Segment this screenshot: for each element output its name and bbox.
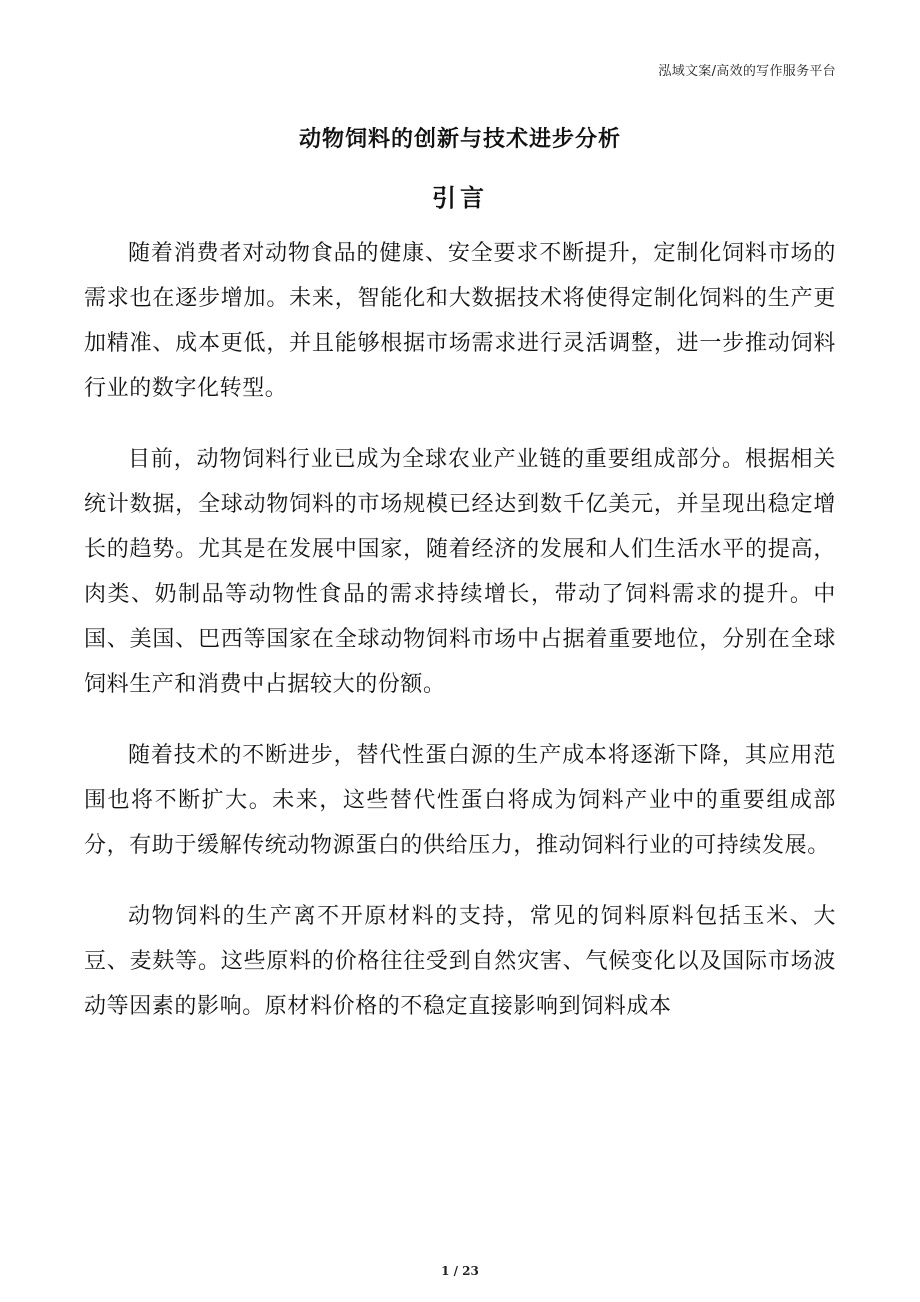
document-title: 动物饲料的创新与技术进步分析 (298, 127, 621, 152)
page-number: 1 / 23 (441, 1264, 479, 1278)
document-body (84, 231, 836, 1055)
paragraph-1: 随着消费者对动物食品的健康、安全要求不断提升，定制化饲料市场的需求也在逐步增加。未来，智能化和大数据技术将使得定制化饲料的生产更加精准、成本更低，并且能够根据市场需求进行灵活调整，进一步推动饲料行业的数字化转型。 (84, 241, 836, 401)
section-heading: 引言 (432, 184, 488, 212)
paragraph-3: 随着技术的不断进步，替代性蛋白源的生产成本将逐渐下降，其应用范围也将不断扩大。未来，这些替代性蛋白将成为饲料产业中的重要组成部分，有助于缓解传统动物源蛋白的供给压力，推动饲料行业的可持续发展。 (84, 743, 836, 858)
header-note: 泓域文案/高效的写作服务平台 (658, 64, 836, 79)
paragraph-2: 目前，动物饲料行业已成为全球农业产业链的重要组成部分。根据相关统计数据，全球动物饲料的市场规模已经达到数千亿美元，并呈现出稳定增长的趋势。尤其是在发展中国家，随着经济的发展和人们生活水平的提高，肉类、奶制品等动物性食品的需求持续增长，带动了饲料需求的提升。中国、美国、巴西等国家在全球动物饲料市场中占据着重要地位，分别在全球饲料生产和消费中占据较大的份额。 (84, 447, 836, 697)
paragraph-4: 动物饲料的生产离不开原材料的支持，常见的饲料原料包括玉米、大豆、麦麸等。这些原料的价格往往受到自然灾害、气候变化以及国际市场波动等因素的影响。原材料价格的不稳定直接影响到饲料成本 (84, 904, 836, 1019)
